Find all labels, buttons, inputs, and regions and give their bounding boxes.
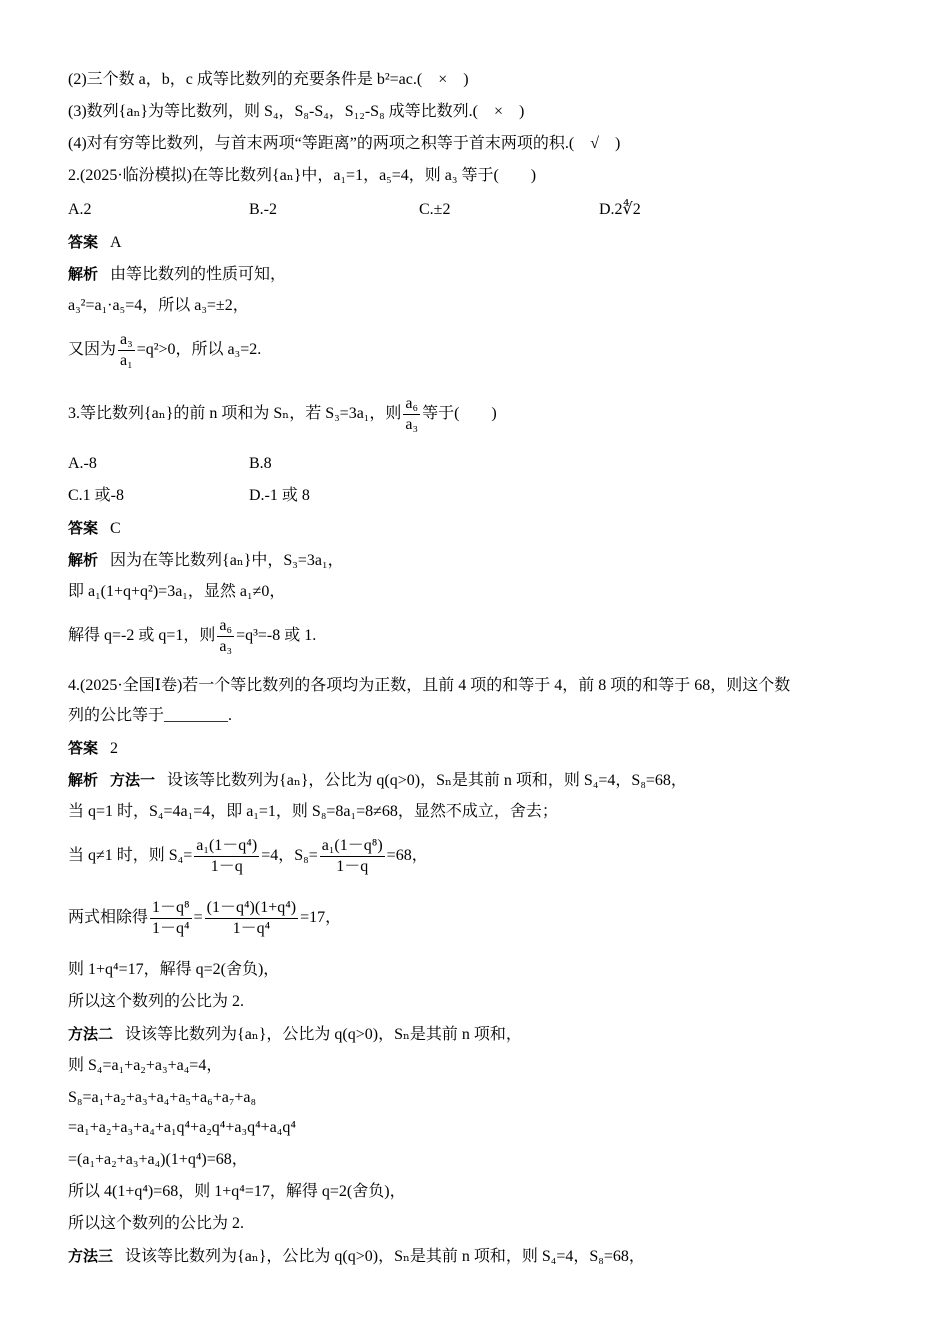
analysis-4-divide <box>68 898 341 939</box>
option-a: A.2 <box>68 201 92 218</box>
answer-value: A <box>110 234 122 251</box>
analysis-3-step2 <box>68 616 316 657</box>
question-2-stem: 2.(2025·临汾模拟)在等比数列{aₙ}中，a₁=1，a₅=4，则 a₃ 等于( ) <box>68 167 537 184</box>
numerator: (1－q⁴)(1+q⁴) <box>205 898 299 919</box>
analysis-2-intro <box>68 264 286 285</box>
denominator: 1－q⁴ <box>152 920 190 937</box>
denominator: 1－q⁴ <box>232 920 271 937</box>
analysis-2-step2 <box>68 330 261 371</box>
denominator: a₁ <box>120 352 133 369</box>
option-b: B.-2 <box>249 201 277 218</box>
question-4-stem-line2: 列的公比等于________. <box>68 707 233 724</box>
analysis-text: 设该等比数列为{aₙ}，公比为 q(q>0)，Sₙ是其前 n 项和，则 S₄=4，S₈=68， <box>167 772 687 789</box>
analysis-2-step1: a₃²=a₁·a₅=4，所以 a₃=±2， <box>68 297 249 314</box>
option-d: D.2∜2 <box>599 201 641 218</box>
text: =4，S₈= <box>261 847 318 865</box>
analysis-4-conclusion2: 所以这个数列的公比为 2. <box>68 1215 245 1232</box>
analysis-4-method2 <box>68 1024 522 1045</box>
option-c: C.1 或-8 <box>68 487 125 504</box>
text: 两式相除得 <box>68 909 149 927</box>
analysis-3-step1: 即 a₁(1+q+q²)=3a₁，显然 a₁≠0， <box>68 583 286 600</box>
analysis-3-intro <box>68 550 344 571</box>
answer-value: C <box>110 520 121 537</box>
analysis-4-factor: =(a₁+a₂+a₃+a₄)(1+q⁴)=68， <box>68 1151 248 1168</box>
analysis-4-conclusion1: 所以这个数列的公比为 2. <box>68 993 245 1010</box>
numerator: a₃ <box>118 330 135 351</box>
denominator: 1－q <box>210 858 243 875</box>
numerator: a₆ <box>217 616 234 637</box>
question-3-options-row1 <box>68 454 468 476</box>
method-label: 方法二 <box>68 1025 114 1043</box>
method-label: 方法三 <box>68 1247 114 1265</box>
fraction <box>320 836 385 877</box>
text: =q³=-8 或 1. <box>236 627 317 645</box>
denominator: 1－q <box>336 858 369 875</box>
analysis-label: 解析 <box>68 265 99 283</box>
analysis-4-case1: 当 q=1 时，S₄=4a₁=4，即 a₁=1，则 S₈=8a₁=8≠68，显然不成立，舍去； <box>68 803 558 820</box>
fraction <box>194 836 259 877</box>
text: = <box>193 909 203 927</box>
analysis-4-s8: S₈=a₁+a₂+a₃+a₄+a₅+a₆+a₇+a₈ <box>68 1089 257 1106</box>
option-b: B.8 <box>249 455 272 472</box>
fraction <box>118 330 135 371</box>
fraction <box>150 898 192 939</box>
question-4-stem-line1: 4.(2025·全国Ⅰ卷)若一个等比数列的各项均为正数，且前 4 项的和等于 4，前 8 项的和等于 68，则这个数 <box>68 677 791 694</box>
answer-label: 答案 <box>68 233 99 251</box>
option-a: A.-8 <box>68 455 97 472</box>
question-3-options-row2 <box>68 486 468 508</box>
fraction <box>205 898 299 939</box>
analysis-4-case2 <box>68 836 428 877</box>
analysis-4-method3 <box>68 1246 645 1267</box>
analysis-4-method1 <box>68 770 687 791</box>
text: 3.等比数列{aₙ}的前 n 项和为 Sₙ，若 S₃=3a₁，则 <box>68 405 402 423</box>
text: 当 q≠1 时，则 S₄= <box>68 847 193 865</box>
numerator: 1－q⁸ <box>150 898 192 919</box>
analysis-text: 由等比数列的性质可知， <box>110 266 287 283</box>
answer-label: 答案 <box>68 739 99 757</box>
analysis-text: 设该等比数列为{aₙ}，公比为 q(q>0)，Sₙ是其前 n 项和，则 S₄=4，S₈=68， <box>125 1248 645 1265</box>
judgment-3: (3)数列{aₙ}为等比数列，则 S₄，S₈-S₄，S₁₂-S₈ 成等比数列.( × ) <box>68 103 525 120</box>
numerator: a₁(1－q⁸) <box>320 836 385 857</box>
analysis-4-s4: 则 S₄=a₁+a₂+a₃+a₄=4， <box>68 1057 223 1074</box>
numerator: a₆ <box>403 394 420 415</box>
question-2-options <box>68 200 888 222</box>
text: =q²>0，所以 a₃=2. <box>136 341 262 359</box>
analysis-label: 解析 <box>68 551 99 569</box>
method-label: 方法一 <box>110 771 156 789</box>
analysis-text: 因为在等比数列{aₙ}中，S₃=3a₁， <box>110 552 344 569</box>
answer-4 <box>68 738 118 759</box>
analysis-4-solve2: 所以 4(1+q⁴)=68，则 1+q⁴=17，解得 q=2(舍负)， <box>68 1183 406 1200</box>
text: =68， <box>386 847 428 865</box>
answer-value: 2 <box>110 740 119 757</box>
answer-2 <box>68 232 122 253</box>
option-d: D.-1 或 8 <box>249 487 310 504</box>
fraction <box>403 394 420 435</box>
numerator: a₁(1－q⁴) <box>194 836 259 857</box>
analysis-text: 设该等比数列为{aₙ}，公比为 q(q>0)，Sₙ是其前 n 项和， <box>125 1026 522 1043</box>
option-c: C.±2 <box>419 201 451 218</box>
text: 等于( ) <box>422 405 497 423</box>
text: =17， <box>300 909 342 927</box>
analysis-4-solve: 则 1+q⁴=17，解得 q=2(舍负)， <box>68 961 280 978</box>
judgment-2: (2)三个数 a，b，c 成等比数列的充要条件是 b²=ac.( × ) <box>68 71 469 88</box>
denominator: a₃ <box>219 638 233 655</box>
answer-label: 答案 <box>68 519 99 537</box>
text: 又因为 <box>68 341 117 359</box>
analysis-4-expand: =a₁+a₂+a₃+a₄+a₁q⁴+a₂q⁴+a₃q⁴+a₄q⁴ <box>68 1119 296 1136</box>
text: 解得 q=-2 或 q=1，则 <box>68 627 216 645</box>
denominator: a₃ <box>405 416 419 433</box>
question-3-stem <box>68 394 497 435</box>
analysis-label: 解析 <box>68 771 99 789</box>
fraction <box>217 616 234 657</box>
answer-3 <box>68 518 121 539</box>
judgment-4: (4)对有穷等比数列，与首末两项“等距离”的两项之积等于首末两项的积.( √ ) <box>68 135 621 152</box>
